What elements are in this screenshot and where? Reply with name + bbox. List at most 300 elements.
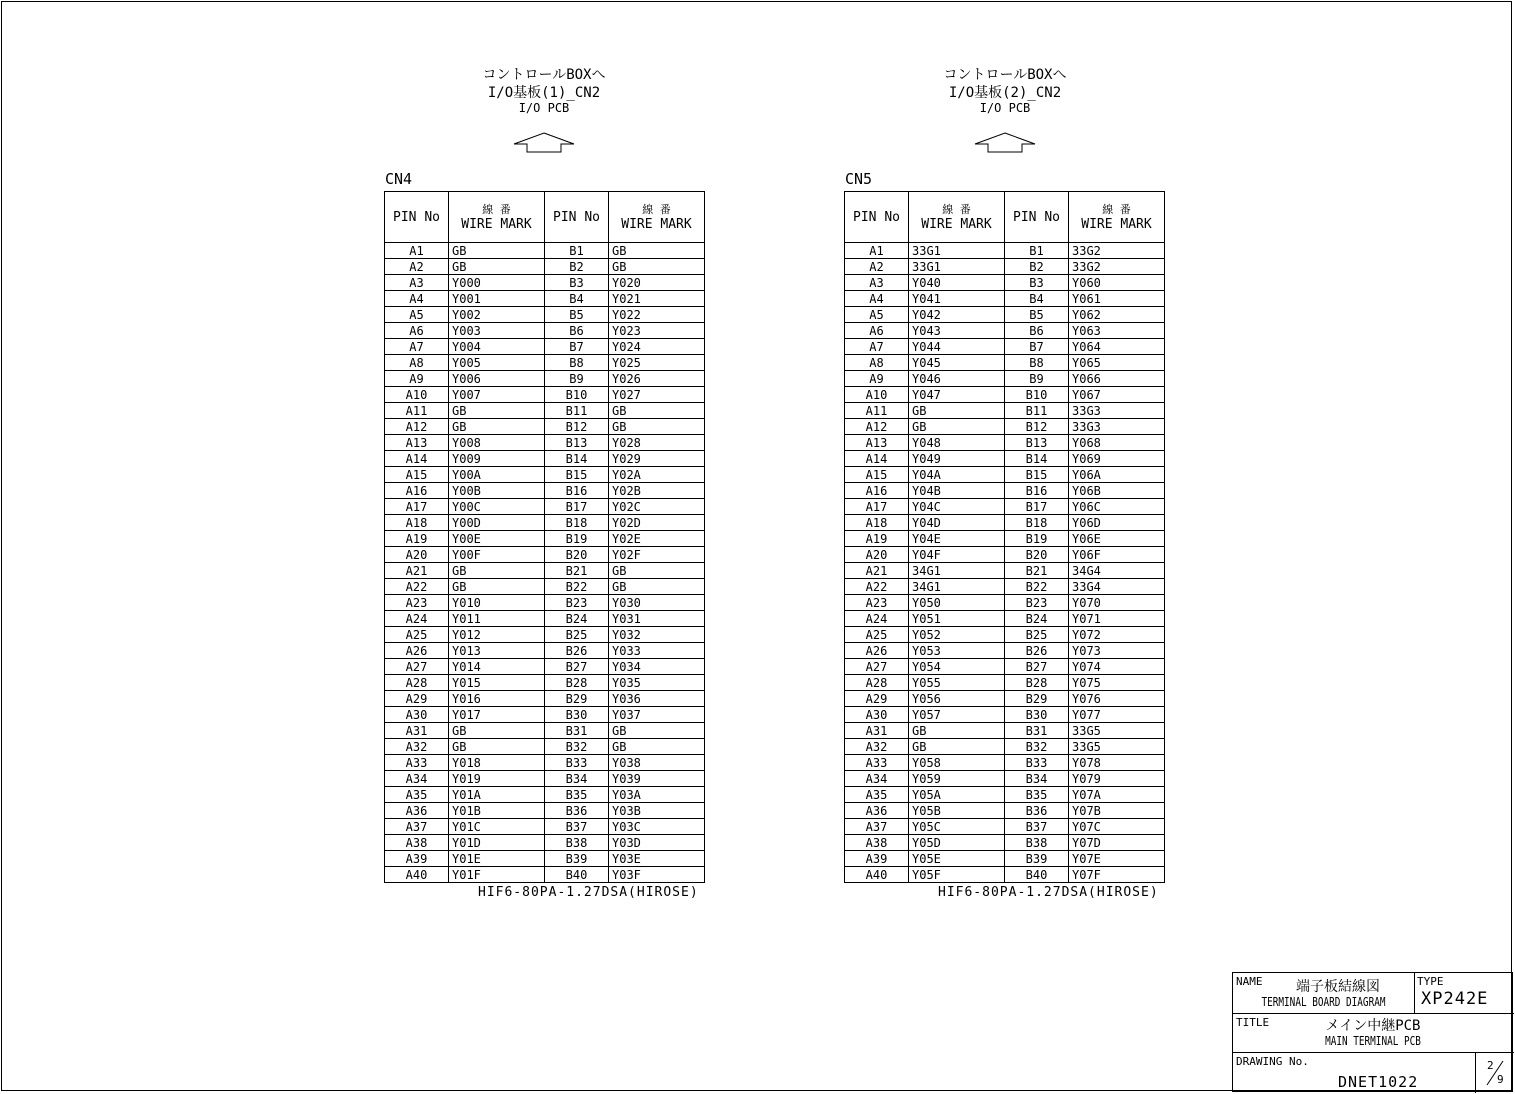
wire-a-cell: Y011 <box>449 611 545 627</box>
wire-b-cell: Y023 <box>609 323 705 339</box>
up-arrow-icon <box>973 132 1037 154</box>
pin-no-header: PIN No <box>845 192 909 243</box>
pin-b-cell: B34 <box>1005 771 1069 787</box>
pin-a-cell: A4 <box>845 291 909 307</box>
wire-a-cell: Y00B <box>449 483 545 499</box>
pin-a-cell: A38 <box>845 835 909 851</box>
table-row <box>845 675 1165 691</box>
table-row <box>845 659 1165 675</box>
pin-b-cell: B12 <box>1005 419 1069 435</box>
wire-b-cell: GB <box>609 243 705 259</box>
pin-a-cell: A13 <box>385 435 449 451</box>
wire-b-cell: 33G3 <box>1069 403 1165 419</box>
wire-b-cell: Y06D <box>1069 515 1165 531</box>
pin-a-cell: A15 <box>385 467 449 483</box>
pin-a-cell: A35 <box>385 787 449 803</box>
wire-a-cell: GB <box>449 243 545 259</box>
wire-mark-jp: 線 番 <box>482 203 511 216</box>
name-en: TERMINAL BOARD DIAGRAM <box>1261 995 1386 1009</box>
pin-b-cell: B36 <box>1005 803 1069 819</box>
wire-a-cell: Y002 <box>449 307 545 323</box>
pin-no-header: PIN No <box>385 192 449 243</box>
wire-b-cell: GB <box>609 259 705 275</box>
wire-b-cell: Y07A <box>1069 787 1165 803</box>
wire-a-cell: Y007 <box>449 387 545 403</box>
pin-a-cell: A20 <box>385 547 449 563</box>
wire-b-cell: 33G5 <box>1069 739 1165 755</box>
wire-b-cell: Y079 <box>1069 771 1165 787</box>
cn4-dest-line2: I/O基板(1)_CN2 <box>487 85 601 101</box>
table-row <box>845 691 1165 707</box>
sheet-total: 9 <box>1497 1073 1504 1086</box>
wire-b-cell: Y077 <box>1069 707 1165 723</box>
pin-a-cell: A4 <box>385 291 449 307</box>
wire-a-cell: GB <box>449 403 545 419</box>
pin-a-cell: A22 <box>385 579 449 595</box>
wire-b-cell: GB <box>609 579 705 595</box>
pin-a-cell: A25 <box>845 627 909 643</box>
wire-b-cell: Y06A <box>1069 467 1165 483</box>
wire-a-cell: Y000 <box>449 275 545 291</box>
table-row <box>385 451 705 467</box>
table-row <box>385 675 705 691</box>
wire-b-cell: GB <box>609 403 705 419</box>
wire-b-cell: Y033 <box>609 643 705 659</box>
table-row <box>385 355 705 371</box>
wire-mark-header <box>1069 192 1165 243</box>
wire-b-cell: Y073 <box>1069 643 1165 659</box>
pin-b-cell: B20 <box>1005 547 1069 563</box>
table-row <box>845 707 1165 723</box>
pin-a-cell: A25 <box>385 627 449 643</box>
wire-a-cell: 34G1 <box>909 579 1005 595</box>
wire-b-cell: GB <box>609 723 705 739</box>
table-row <box>845 291 1165 307</box>
pin-b-cell: B22 <box>1005 579 1069 595</box>
pin-a-cell: A22 <box>845 579 909 595</box>
wire-b-cell: Y064 <box>1069 339 1165 355</box>
wire-a-cell: Y01B <box>449 803 545 819</box>
pin-b-cell: B35 <box>1005 787 1069 803</box>
wire-a-cell: GB <box>909 419 1005 435</box>
table-row <box>385 659 705 675</box>
wire-b-cell: Y03B <box>609 803 705 819</box>
name-label: NAME <box>1236 975 1263 988</box>
pin-a-cell: A38 <box>385 835 449 851</box>
wire-b-cell: 33G2 <box>1069 243 1165 259</box>
table-row <box>385 787 705 803</box>
pin-a-cell: A29 <box>385 691 449 707</box>
wire-b-cell: 33G4 <box>1069 579 1165 595</box>
pin-a-cell: A39 <box>385 851 449 867</box>
wire-mark-header <box>449 192 545 243</box>
table-row <box>385 627 705 643</box>
wire-a-cell: Y01F <box>449 867 545 883</box>
wire-b-cell: Y034 <box>609 659 705 675</box>
wire-a-cell: Y051 <box>909 611 1005 627</box>
pin-a-cell: A17 <box>845 499 909 515</box>
table-row <box>385 819 705 835</box>
pin-a-cell: A30 <box>385 707 449 723</box>
wire-a-cell: Y00F <box>449 547 545 563</box>
wire-a-cell: 33G1 <box>909 243 1005 259</box>
pin-a-cell: A40 <box>385 867 449 883</box>
wire-b-cell: Y031 <box>609 611 705 627</box>
pin-b-cell: B9 <box>1005 371 1069 387</box>
wire-b-cell: Y070 <box>1069 595 1165 611</box>
name-jp: 端子板結線図 <box>1296 979 1380 995</box>
pin-a-cell: A39 <box>845 851 909 867</box>
pin-b-cell: B24 <box>545 611 609 627</box>
wire-a-cell: Y012 <box>449 627 545 643</box>
wire-a-cell: Y015 <box>449 675 545 691</box>
pin-b-cell: B16 <box>545 483 609 499</box>
wire-a-cell: Y048 <box>909 435 1005 451</box>
pin-b-cell: B25 <box>545 627 609 643</box>
wire-a-cell: Y047 <box>909 387 1005 403</box>
pin-a-cell: A23 <box>845 595 909 611</box>
table-row <box>845 803 1165 819</box>
pin-no-header: PIN No <box>545 192 609 243</box>
pin-b-cell: B24 <box>1005 611 1069 627</box>
pin-a-cell: A9 <box>845 371 909 387</box>
pin-a-cell: A35 <box>845 787 909 803</box>
wire-a-cell: Y046 <box>909 371 1005 387</box>
table-row <box>385 723 705 739</box>
wire-a-cell: GB <box>909 403 1005 419</box>
wire-b-cell: Y071 <box>1069 611 1165 627</box>
wire-b-cell: Y075 <box>1069 675 1165 691</box>
wire-a-cell: Y014 <box>449 659 545 675</box>
wire-mark-jp: 線 番 <box>942 203 971 216</box>
wire-b-cell: Y030 <box>609 595 705 611</box>
pin-a-cell: A2 <box>845 259 909 275</box>
pin-a-cell: A32 <box>845 739 909 755</box>
pin-b-cell: B32 <box>1005 739 1069 755</box>
table-row <box>845 419 1165 435</box>
pin-a-cell: A14 <box>845 451 909 467</box>
table-row <box>845 835 1165 851</box>
table-row <box>385 835 705 851</box>
wire-a-cell: Y010 <box>449 595 545 611</box>
wire-a-cell: Y057 <box>909 707 1005 723</box>
pin-b-cell: B8 <box>545 355 609 371</box>
wire-b-cell: Y02F <box>609 547 705 563</box>
drawing-no-value: DNET1022 <box>1338 1073 1419 1091</box>
pin-a-cell: A32 <box>385 739 449 755</box>
pin-b-cell: B29 <box>1005 691 1069 707</box>
pin-a-cell: A2 <box>385 259 449 275</box>
cn4-part-number: HIF6-80PA-1.27DSA(HIROSE) <box>478 885 699 900</box>
table-row <box>845 499 1165 515</box>
table-row <box>845 579 1165 595</box>
pin-a-cell: A30 <box>845 707 909 723</box>
wire-b-cell: Y06F <box>1069 547 1165 563</box>
wire-a-cell: Y040 <box>909 275 1005 291</box>
wire-a-cell: Y059 <box>909 771 1005 787</box>
sheet-number: 2 <box>1487 1059 1494 1072</box>
pin-a-cell: A11 <box>385 403 449 419</box>
pin-a-cell: A13 <box>845 435 909 451</box>
table-row <box>845 323 1165 339</box>
pin-b-cell: B28 <box>545 675 609 691</box>
wire-a-cell: Y017 <box>449 707 545 723</box>
wire-a-cell: Y05B <box>909 803 1005 819</box>
pin-a-cell: A14 <box>385 451 449 467</box>
pin-a-cell: A16 <box>385 483 449 499</box>
pin-a-cell: A6 <box>845 323 909 339</box>
wire-b-cell: GB <box>609 419 705 435</box>
wire-a-cell: GB <box>449 259 545 275</box>
wire-a-cell: Y001 <box>449 291 545 307</box>
pin-b-cell: B37 <box>545 819 609 835</box>
cn5-dest-line1: コントロールBOXへ <box>943 67 1067 83</box>
pin-a-cell: A21 <box>385 563 449 579</box>
table-row <box>385 387 705 403</box>
pin-b-cell: B13 <box>545 435 609 451</box>
table-row <box>845 867 1165 883</box>
table-row <box>845 819 1165 835</box>
table-row <box>845 387 1165 403</box>
title-block-divider <box>1233 1052 1514 1053</box>
pin-b-cell: B10 <box>545 387 609 403</box>
table-row <box>385 275 705 291</box>
pin-b-cell: B30 <box>545 707 609 723</box>
table-row <box>845 851 1165 867</box>
pin-b-cell: B12 <box>545 419 609 435</box>
pin-a-cell: A27 <box>385 659 449 675</box>
wire-a-cell: Y018 <box>449 755 545 771</box>
pin-b-cell: B10 <box>1005 387 1069 403</box>
wire-b-cell: Y069 <box>1069 451 1165 467</box>
wire-b-cell: Y07F <box>1069 867 1165 883</box>
wire-a-cell: Y00D <box>449 515 545 531</box>
wire-b-cell: Y032 <box>609 627 705 643</box>
table-row <box>385 307 705 323</box>
wire-b-cell: Y066 <box>1069 371 1165 387</box>
cn4-pin-table <box>384 191 705 883</box>
table-row <box>385 771 705 787</box>
cn5-dest-line3: I/O PCB <box>979 101 1031 115</box>
pin-b-cell: B2 <box>545 259 609 275</box>
wire-a-cell: Y04F <box>909 547 1005 563</box>
pin-a-cell: A18 <box>845 515 909 531</box>
wire-b-cell: Y072 <box>1069 627 1165 643</box>
wire-a-cell: Y04B <box>909 483 1005 499</box>
pin-b-cell: B14 <box>545 451 609 467</box>
pin-b-cell: B26 <box>1005 643 1069 659</box>
pin-b-cell: B7 <box>545 339 609 355</box>
pin-a-cell: A5 <box>845 307 909 323</box>
pin-b-cell: B23 <box>545 595 609 611</box>
wire-a-cell: Y05F <box>909 867 1005 883</box>
pin-a-cell: A17 <box>385 499 449 515</box>
wire-b-cell: Y025 <box>609 355 705 371</box>
cn4-pin-table-wrap <box>384 191 705 883</box>
pin-a-cell: A10 <box>845 387 909 403</box>
wire-a-cell: Y055 <box>909 675 1005 691</box>
pin-a-cell: A12 <box>845 419 909 435</box>
wire-b-cell: Y07E <box>1069 851 1165 867</box>
table-row <box>385 851 705 867</box>
table-row <box>385 435 705 451</box>
wire-a-cell: Y04D <box>909 515 1005 531</box>
pin-b-cell: B27 <box>1005 659 1069 675</box>
table-row <box>845 371 1165 387</box>
pin-b-cell: B6 <box>1005 323 1069 339</box>
pin-b-cell: B2 <box>1005 259 1069 275</box>
pin-b-cell: B1 <box>545 243 609 259</box>
table-row <box>845 435 1165 451</box>
wire-b-cell: Y038 <box>609 755 705 771</box>
pin-b-cell: B4 <box>1005 291 1069 307</box>
pin-b-cell: B31 <box>1005 723 1069 739</box>
table-row <box>385 739 705 755</box>
table-row <box>845 547 1165 563</box>
type-value: XP242E <box>1421 989 1489 1009</box>
wire-a-cell: Y049 <box>909 451 1005 467</box>
pin-a-cell: A26 <box>385 643 449 659</box>
pin-b-cell: B17 <box>545 499 609 515</box>
pin-a-cell: A36 <box>385 803 449 819</box>
pin-a-cell: A8 <box>845 355 909 371</box>
wire-b-cell: Y07D <box>1069 835 1165 851</box>
pin-a-cell: A31 <box>845 723 909 739</box>
pin-b-cell: B22 <box>545 579 609 595</box>
wire-b-cell: Y06C <box>1069 499 1165 515</box>
wire-b-cell: Y06E <box>1069 531 1165 547</box>
wire-b-cell: Y026 <box>609 371 705 387</box>
wire-a-cell: Y053 <box>909 643 1005 659</box>
table-row <box>385 643 705 659</box>
wire-a-cell: Y008 <box>449 435 545 451</box>
wire-b-cell: 33G2 <box>1069 259 1165 275</box>
cn4-destination-header <box>444 66 644 115</box>
pin-a-cell: A34 <box>845 771 909 787</box>
wire-a-cell: Y042 <box>909 307 1005 323</box>
title-jp: メイン中継PCB <box>1325 1018 1421 1034</box>
wire-b-cell: Y06B <box>1069 483 1165 499</box>
wire-b-cell: Y03D <box>609 835 705 851</box>
table-row <box>385 531 705 547</box>
wire-a-cell: GB <box>449 723 545 739</box>
table-row <box>845 755 1165 771</box>
wire-a-cell: Y056 <box>909 691 1005 707</box>
wire-b-cell: Y065 <box>1069 355 1165 371</box>
table-row <box>845 595 1165 611</box>
wire-a-cell: GB <box>909 723 1005 739</box>
up-arrow-icon <box>512 132 576 154</box>
pin-b-cell: B11 <box>1005 403 1069 419</box>
pin-a-cell: A20 <box>845 547 909 563</box>
wire-a-cell: Y05E <box>909 851 1005 867</box>
pin-no-header: PIN No <box>1005 192 1069 243</box>
wire-a-cell: GB <box>449 579 545 595</box>
pin-a-cell: A37 <box>385 819 449 835</box>
cn4-dest-line1: コントロールBOXへ <box>482 67 606 83</box>
pin-a-cell: A28 <box>385 675 449 691</box>
pin-b-cell: B4 <box>545 291 609 307</box>
pin-a-cell: A18 <box>385 515 449 531</box>
table-row <box>845 243 1165 259</box>
cn5-destination-header <box>905 66 1105 115</box>
table-row <box>385 371 705 387</box>
wire-a-cell: Y006 <box>449 371 545 387</box>
wire-b-cell: Y060 <box>1069 275 1165 291</box>
pin-a-cell: A40 <box>845 867 909 883</box>
wire-a-cell: Y050 <box>909 595 1005 611</box>
table-row <box>385 547 705 563</box>
wire-mark-en: WIRE MARK <box>1081 217 1152 232</box>
wire-a-cell: 33G1 <box>909 259 1005 275</box>
pin-b-cell: B16 <box>1005 483 1069 499</box>
pin-b-cell: B32 <box>545 739 609 755</box>
pin-b-cell: B26 <box>545 643 609 659</box>
wire-mark-en: WIRE MARK <box>921 217 992 232</box>
table-row <box>385 611 705 627</box>
pin-b-cell: B35 <box>545 787 609 803</box>
table-row <box>385 323 705 339</box>
wire-b-cell: Y02E <box>609 531 705 547</box>
wire-mark-jp: 線 番 <box>642 203 671 216</box>
table-row <box>385 339 705 355</box>
wire-a-cell: Y043 <box>909 323 1005 339</box>
table-header-row <box>845 192 1165 243</box>
pin-b-cell: B21 <box>545 563 609 579</box>
pin-a-cell: A6 <box>385 323 449 339</box>
wire-b-cell: Y02C <box>609 499 705 515</box>
wire-a-cell: GB <box>449 563 545 579</box>
pin-a-cell: A33 <box>845 755 909 771</box>
title-block-divider <box>1233 1013 1514 1014</box>
pin-b-cell: B20 <box>545 547 609 563</box>
table-row <box>845 787 1165 803</box>
wire-b-cell: Y076 <box>1069 691 1165 707</box>
pin-a-cell: A21 <box>845 563 909 579</box>
table-row <box>385 291 705 307</box>
wire-a-cell: Y004 <box>449 339 545 355</box>
wire-b-cell: Y035 <box>609 675 705 691</box>
pin-b-cell: B23 <box>1005 595 1069 611</box>
wire-a-cell: Y009 <box>449 451 545 467</box>
wire-b-cell: GB <box>609 563 705 579</box>
pin-a-cell: A34 <box>385 771 449 787</box>
pin-b-cell: B36 <box>545 803 609 819</box>
table-row <box>845 531 1165 547</box>
wire-b-cell: Y037 <box>609 707 705 723</box>
title-block-divider <box>1414 973 1415 1013</box>
pin-a-cell: A33 <box>385 755 449 771</box>
wire-a-cell: Y044 <box>909 339 1005 355</box>
table-row <box>845 771 1165 787</box>
wire-a-cell: Y04C <box>909 499 1005 515</box>
pin-b-cell: B38 <box>1005 835 1069 851</box>
pin-b-cell: B40 <box>1005 867 1069 883</box>
pin-a-cell: A3 <box>385 275 449 291</box>
table-row <box>845 611 1165 627</box>
pin-a-cell: A31 <box>385 723 449 739</box>
pin-b-cell: B34 <box>545 771 609 787</box>
wire-a-cell: Y058 <box>909 755 1005 771</box>
table-row <box>845 275 1165 291</box>
pin-a-cell: A9 <box>385 371 449 387</box>
type-label: TYPE <box>1417 975 1444 988</box>
wire-a-cell: Y00C <box>449 499 545 515</box>
pin-b-cell: B28 <box>1005 675 1069 691</box>
pin-b-cell: B33 <box>545 755 609 771</box>
pin-a-cell: A24 <box>385 611 449 627</box>
wire-b-cell: Y07B <box>1069 803 1165 819</box>
